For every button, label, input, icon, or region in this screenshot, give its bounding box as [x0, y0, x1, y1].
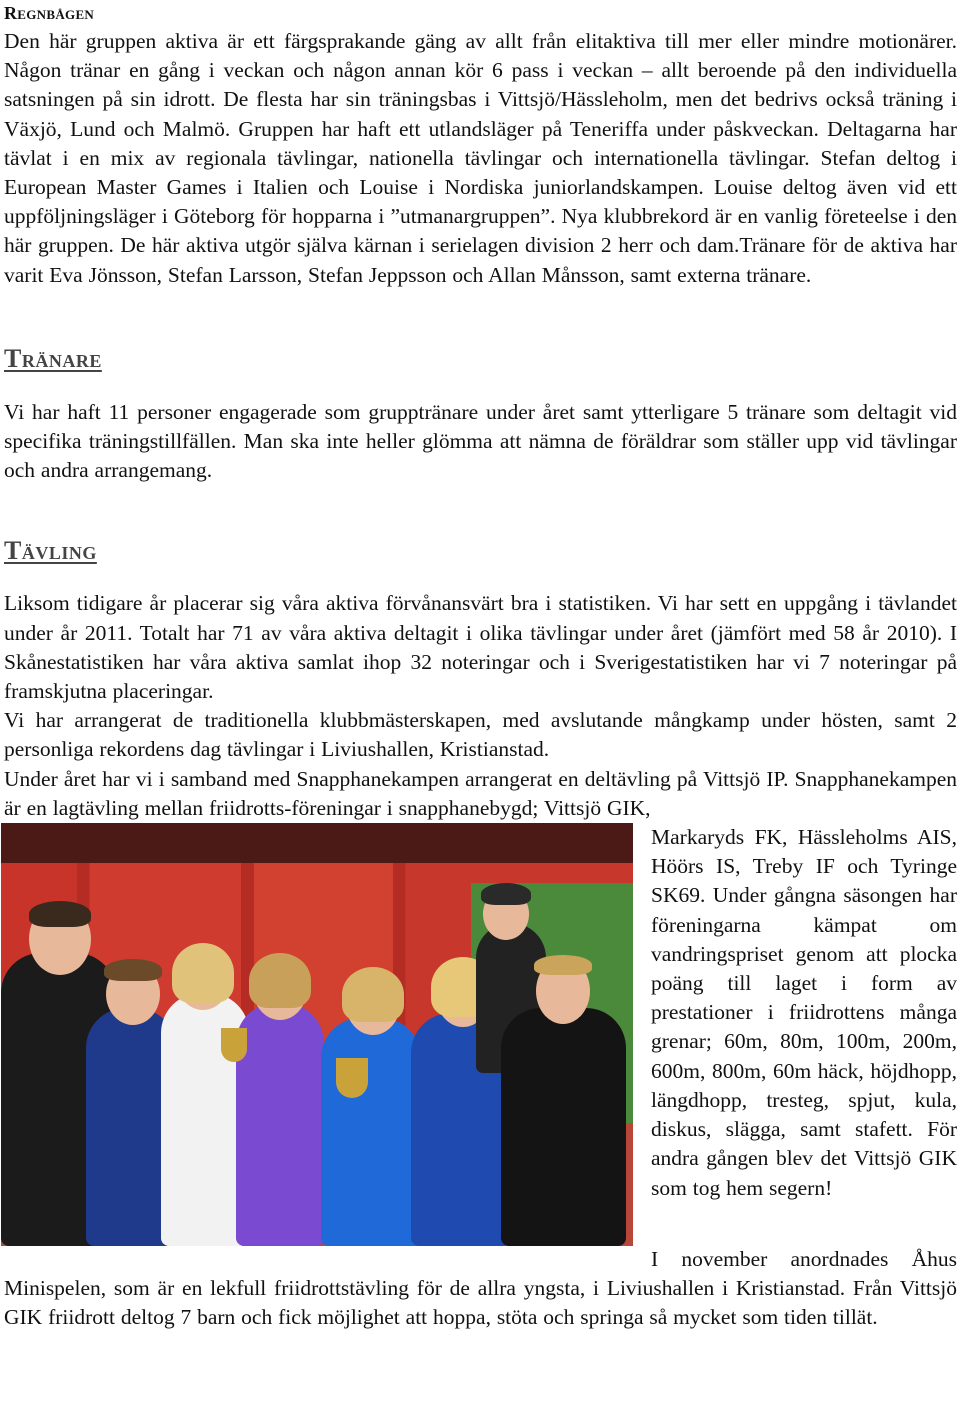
- photo-person-5: [321, 1018, 421, 1246]
- photo-hair-2: [104, 959, 162, 981]
- photo-hair-3: [172, 943, 234, 1003]
- photo-hair-5: [342, 967, 404, 1022]
- spacer: [4, 290, 957, 344]
- regnbagen-paragraph: Den här gruppen aktiva är ett färgsprakande gäng av allt från elitaktiva till mer eller mindre motionärer. Någon tränar en gång i veckan och någon annan kör 6 pass i veckan – allt beroende på den individuella satsningen på sin idrott. De flesta har sin träningsbas i Vittsjö/Hässleholm, men det bedrivs också träning i Växjö, Lund och Malmö. Gruppen har haft ett utlandsläger på Teneriffa under påskveckan. Deltagarna har tävlat i en mix av regionala tävlingar, nationella tävlingar och internationella tävlingar. Stefan deltog i European Master Games i Italien och Louise i Nordiska juniorlandskampen. Louise deltog även vid ett uppföljningsläger i Göteborg för hopparna i ”utmanargruppen”. Nya klubbrekord är en vanlig företeelse i den här gruppen. De här aktiva utgör själva kärnan i serielagen division 2 herr och dam.Tränare för de aktiva har varit Eva Jönsson, Stefan Larsson, Stefan Jeppsson och Allan Månsson, samt externa tränare.: [4, 29, 957, 287]
- photo-hair-1: [29, 901, 91, 927]
- photo-trophy-1: [221, 1028, 247, 1062]
- tavling-paragraph-snapphanekampen-clubs: Markaryds FK, Hässleholms AIS, Höörs IS, Treby IF och Tyringe SK69. Under gångna säsongen har föreningarna kämpat om vandringspriset genom att plocka poäng till laget i form av prestationer i friidrottens många grenar; 60m, 80m, 100m, 200m, 600m, 800m, 60m häck, höjdhopp, längdhopp, tresteg, spjut, kula, diskus, slägga, samt stafett. För andra gången blev det Vittsjö GIK som tog hem segern!: [651, 825, 957, 1200]
- photo-trophy-2: [336, 1058, 368, 1098]
- document-page: [4, 0, 957, 1333]
- team-photo: [1, 823, 633, 1246]
- tranare-paragraph: Vi har haft 11 personer engagerade som grupptränare under året samt ytterligare 5 tränare som deltagit vid specifika träningstillfällen. Man ska inte heller glömma att nämna de föräldrar som ställer upp vid tävlingar och andra arrangemang.: [4, 399, 957, 483]
- photo-hair-8: [534, 955, 592, 975]
- spacer: [4, 374, 957, 398]
- photo-person-8: [501, 1008, 626, 1246]
- photo-ceiling: [1, 823, 633, 863]
- photo-hair-7: [481, 883, 531, 905]
- photo-hair-4: [249, 953, 311, 1008]
- spacer: [4, 485, 957, 536]
- photo-person-4: [236, 1003, 324, 1246]
- photo-wrap-section: [4, 823, 957, 1246]
- tavling-paragraph-club-championship: Vi har arrangerat de traditionella klubbmästerskapen, med avslutande mångkamp under hösten, samt 2 personliga rekordens dag tävlingar i Liviushallen, Kristianstad.: [4, 708, 957, 762]
- spacer: [4, 566, 957, 589]
- section-heading-regnbagen: Regnbågen: [4, 3, 95, 23]
- tavling-paragraph-snapphanekampen-intro: Under året har vi i samband med Snapphanekampen arrangerat en deltävling på Vittsjö IP. Snapphanekampen är en lagtävling mellan friidrotts-föreningar i snapphanebygd; Vittsjö GIK,: [4, 766, 957, 820]
- section-heading-tavling: Tävling: [4, 536, 97, 566]
- tavling-paragraph-statistics: Liksom tidigare år placerar sig våra aktiva förvånansvärt bra i statistiken. Vi har sett en uppgång i tävlandet under år 2011. Totalt har 71 av våra aktiva deltagit i olika tävlingar under året (jämfört med 58 år 2010). I Skånestatistiken har våra aktiva samlat ihop 32 noteringar och i Sverigestatistiken har vi 7 noteringar på framskjutna placeringar.: [4, 591, 957, 704]
- tavling-paragraph-ahus-minispelen: I november anordnades Åhus Minispelen, som är en lekfull friidrottstävling för de allra yngsta, i Liviushallen i Kristianstad. Från Vittsjö GIK friidrott deltog 7 barn och fick möjlighet att hoppa, stöta och springa så mycket som tiden tillät.: [4, 1247, 957, 1330]
- section-heading-tranare: Tränare: [4, 343, 102, 373]
